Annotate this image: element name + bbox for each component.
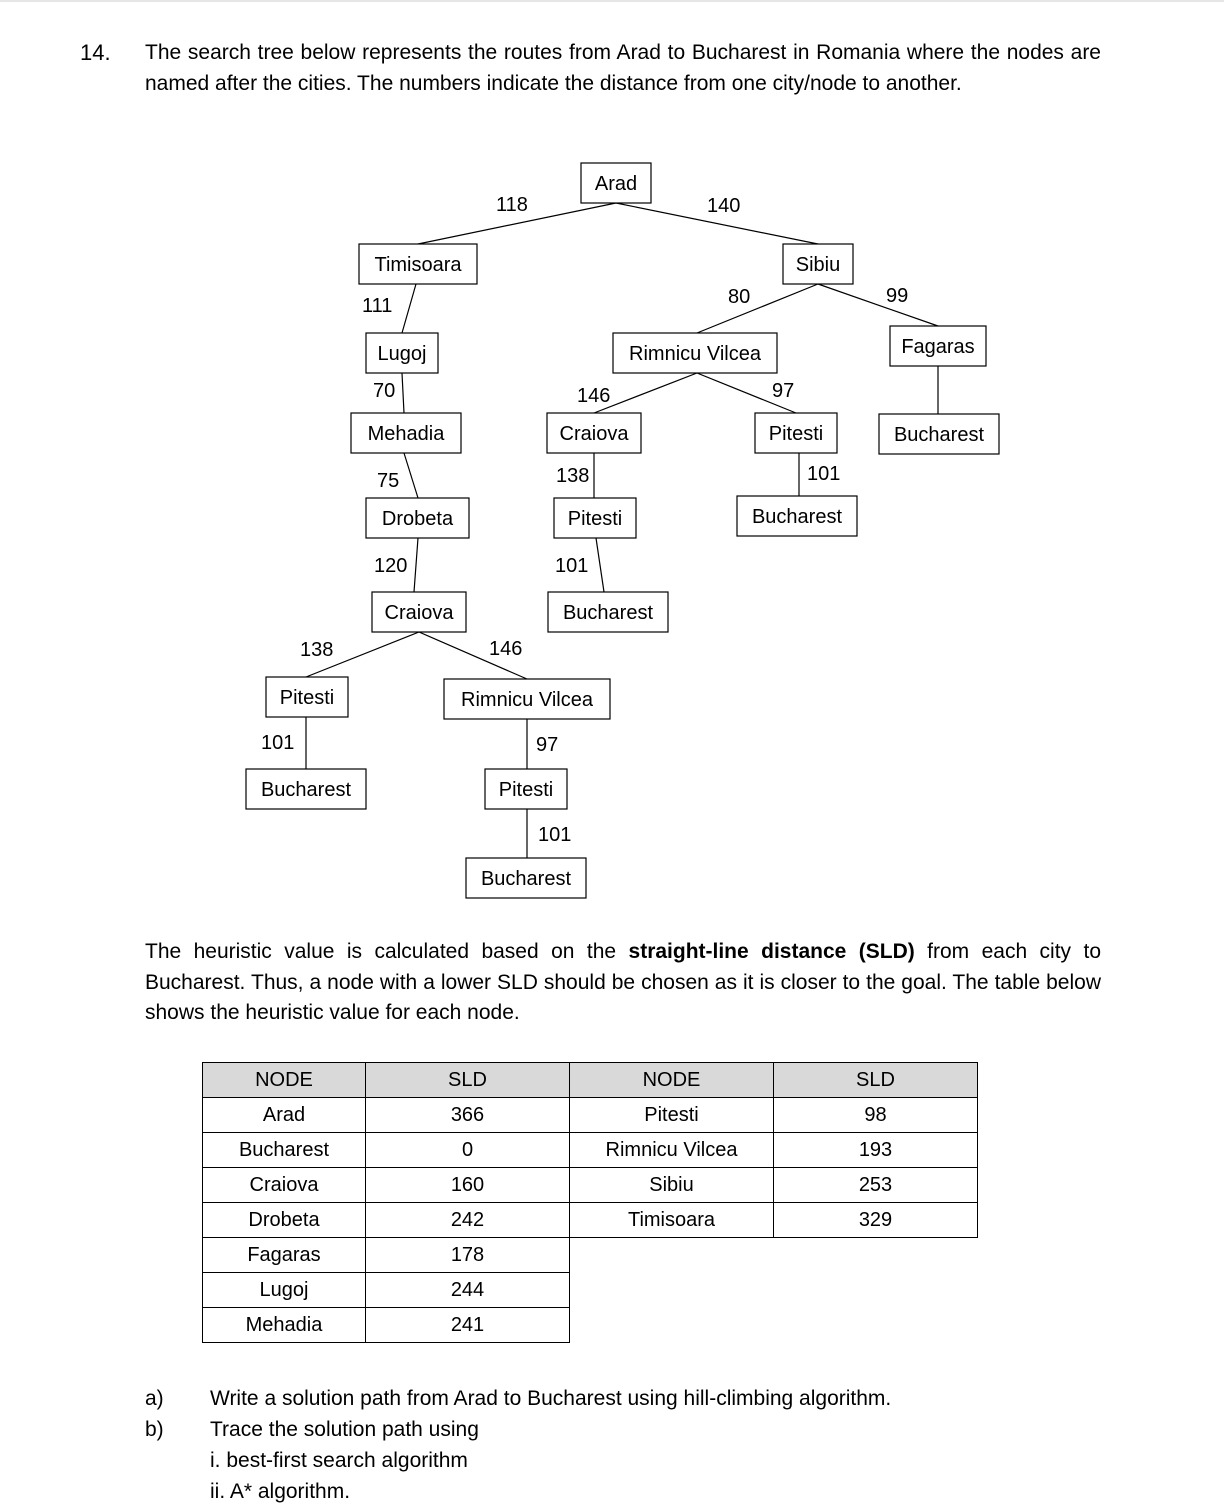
- tree-edge: [596, 538, 604, 592]
- table-header-cell: SLD: [366, 1063, 570, 1098]
- question-label: a): [145, 1387, 164, 1410]
- table-cell: 160: [366, 1168, 570, 1203]
- table-cell: 98: [774, 1098, 978, 1133]
- edge-distance-label: 101: [555, 555, 589, 577]
- tree-node-label: Pitesti: [768, 423, 824, 445]
- tree-node-label: Bucharest: [893, 424, 985, 446]
- edge-distance-label: 99: [886, 285, 909, 307]
- tree-edge: [697, 284, 818, 333]
- tree-node-label: Craiova: [559, 423, 629, 445]
- table-empty-cell: [774, 1238, 978, 1273]
- table-row: [203, 1203, 978, 1238]
- table-empty-cell: [570, 1238, 774, 1273]
- edge-distance-label: 70: [373, 380, 396, 402]
- tree-node-label: Fagaras: [901, 336, 975, 358]
- heuristic-paragraph: [145, 937, 1101, 1029]
- edge-distance-label: 146: [577, 385, 611, 407]
- table-cell: Bucharest: [203, 1133, 366, 1168]
- tree-node-label: Sibiu: [795, 254, 841, 276]
- tree-edge: [414, 538, 418, 592]
- table-empty-cell: [570, 1308, 774, 1343]
- tree-node-label: Craiova: [384, 602, 454, 624]
- table-cell: Drobeta: [203, 1203, 366, 1238]
- table-header-cell: NODE: [570, 1063, 774, 1098]
- table-header-cell: SLD: [774, 1063, 978, 1098]
- intro-paragraph: The search tree below represents the routes from Arad to Bucharest in Romania where the nodes are named after the cities. The numbers indicate the distance from one city/node to another.: [145, 41, 1101, 95]
- heuristic-text-2: from each city to Bucharest. Thus, a node with a lower SLD should be chosen as it is closer to the goal. The table below shows the heuristic value for each node.: [145, 940, 1101, 1024]
- tree-edge: [404, 453, 418, 498]
- tree-node-label: Rimnicu Vilcea: [461, 689, 593, 711]
- edge-distance-label: 111: [362, 295, 393, 317]
- sld-table: [202, 1062, 978, 1343]
- tree-node-label: Pitesti: [498, 779, 554, 801]
- edge-distance-label: 140: [707, 195, 741, 217]
- tree-edge: [402, 284, 416, 333]
- edge-distance-label: 138: [300, 639, 334, 661]
- edge-distance-label: 101: [538, 824, 572, 846]
- table-row: [203, 1133, 978, 1168]
- tree-node-label: Mehadia: [367, 423, 445, 445]
- tree-node-label: Timisoara: [374, 254, 462, 276]
- table-empty-cell: [774, 1308, 978, 1343]
- question-item: [145, 1414, 891, 1445]
- edge-distance-label: 101: [807, 463, 841, 485]
- table-cell: Timisoara: [570, 1203, 774, 1238]
- edge-distance-label: 138: [556, 465, 590, 487]
- table-cell: 329: [774, 1203, 978, 1238]
- tree-node-label: Rimnicu Vilcea: [629, 343, 761, 365]
- table-header-row: [203, 1063, 978, 1098]
- tree-edge: [402, 373, 404, 413]
- table-empty-cell: [570, 1273, 774, 1308]
- table-cell: Rimnicu Vilcea: [570, 1133, 774, 1168]
- tree-edge: [818, 284, 938, 326]
- edge-distance-label: 75: [377, 470, 400, 492]
- question-number: 14.: [80, 40, 111, 65]
- table-cell: 253: [774, 1168, 978, 1203]
- table-empty-cell: [774, 1273, 978, 1308]
- table-cell: Sibiu: [570, 1168, 774, 1203]
- tree-node-label: Bucharest: [562, 602, 654, 624]
- table-cell: 242: [366, 1203, 570, 1238]
- question-text: Trace the solution path using: [210, 1418, 479, 1441]
- table-cell: Craiova: [203, 1168, 366, 1203]
- table-cell: Pitesti: [570, 1098, 774, 1133]
- edge-distance-label: 101: [261, 732, 295, 754]
- table-cell: 0: [366, 1133, 570, 1168]
- table-cell: 244: [366, 1273, 570, 1308]
- table-cell: 366: [366, 1098, 570, 1133]
- tree-node-label: Bucharest: [480, 868, 572, 890]
- tree-node-label: Lugoj: [377, 343, 427, 365]
- tree-node-label: Arad: [594, 173, 638, 195]
- table-row: [203, 1273, 978, 1308]
- tree-node-label: Pitesti: [567, 508, 623, 530]
- edge-distance-label: 97: [536, 734, 559, 756]
- question-text: Write a solution path from Arad to Bucharest using hill-climbing algorithm.: [210, 1387, 892, 1410]
- table-cell: Mehadia: [203, 1308, 366, 1343]
- sub-question-list: [210, 1445, 468, 1507]
- table-row: [203, 1238, 978, 1273]
- edge-distance-label: 146: [489, 638, 523, 660]
- edge-distance-label: 118: [496, 194, 528, 216]
- table-row: [203, 1168, 978, 1203]
- table-cell: 178: [366, 1238, 570, 1273]
- edge-distance-label: 80: [728, 286, 751, 308]
- question-item: [145, 1383, 891, 1414]
- table-cell: 193: [774, 1133, 978, 1168]
- table-cell: 241: [366, 1308, 570, 1343]
- table-header-cell: NODE: [203, 1063, 366, 1098]
- sub-question-item: ii. A* algorithm.: [210, 1480, 351, 1503]
- tree-node-label: Drobeta: [381, 508, 454, 530]
- heuristic-bold-term: straight-line distance (SLD): [628, 940, 915, 963]
- table-cell: Fagaras: [203, 1238, 366, 1273]
- edge-distance-label: 120: [374, 555, 408, 577]
- table-row: [203, 1308, 978, 1343]
- edge-distance-label: 97: [772, 380, 795, 402]
- table-cell: Arad: [203, 1098, 366, 1133]
- question-list: [145, 1383, 891, 1445]
- tree-node-label: Pitesti: [279, 687, 335, 709]
- table-cell: Lugoj: [203, 1273, 366, 1308]
- table-row: [203, 1098, 978, 1133]
- question-label: b): [145, 1418, 164, 1441]
- sub-question-item: i. best-first search algorithm: [210, 1449, 468, 1472]
- tree-node-label: Bucharest: [751, 506, 843, 528]
- tree-node-label: Bucharest: [260, 779, 352, 801]
- heuristic-text-1: The heuristic value is calculated based on the: [145, 940, 629, 963]
